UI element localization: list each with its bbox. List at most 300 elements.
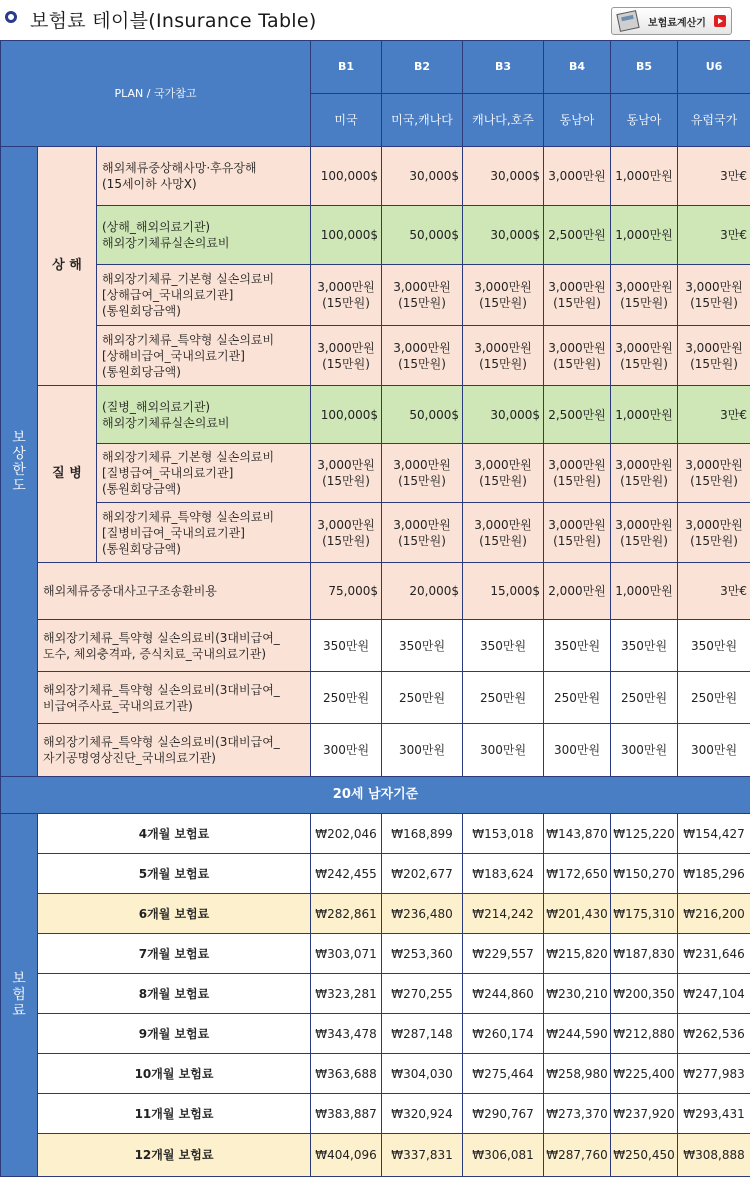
premium-value-cell [311, 894, 382, 934]
coverage-value-cell [311, 206, 382, 265]
coverage-value: 100,000$ [320, 228, 379, 242]
premium-value: ₩201,430 [546, 906, 608, 921]
premium-value: ₩202,677 [391, 866, 453, 881]
premium-row [1, 1134, 750, 1177]
coverage-item-label [38, 620, 311, 672]
coverage-value-cell [311, 672, 382, 724]
premium-row [1, 1014, 750, 1054]
coverage-value-cell [611, 147, 678, 206]
coverage-label-line: (통원회당금액) [102, 541, 181, 556]
premium-row [1, 974, 750, 1014]
premium-value: ₩185,296 [683, 866, 745, 881]
plan-country-cell [678, 94, 750, 147]
premium-value: ₩287,148 [391, 1026, 453, 1041]
premium-value-cell [544, 854, 611, 894]
coverage-value-cell [311, 724, 382, 777]
coverage-value-line: (15만원) [620, 533, 668, 548]
premium-value-cell [311, 854, 382, 894]
premium-value: ₩343,478 [315, 1026, 377, 1041]
coverage-value: 300만원 [553, 743, 601, 757]
coverage-value: 75,000$ [328, 584, 379, 598]
insurance-calculator-button[interactable] [611, 7, 732, 35]
premium-value: ₩404,096 [315, 1148, 377, 1162]
coverage-value-line: 3,000만원 [393, 280, 451, 294]
premium-value: ₩175,310 [613, 906, 675, 921]
premium-value-cell [463, 854, 544, 894]
coverage-row [1, 563, 750, 620]
premium-value: ₩154,427 [683, 826, 745, 841]
coverage-limit-side-label [1, 147, 38, 777]
coverage-value-line: 3,000만원 [615, 517, 673, 532]
premium-value-cell [678, 934, 750, 974]
coverage-value-line: (15만원) [553, 296, 601, 310]
coverage-value-cell [544, 265, 611, 326]
premium-period-label [38, 934, 311, 974]
coverage-value: 1,000만원 [615, 407, 673, 422]
premium-value-cell [678, 814, 750, 854]
coverage-value-line: (15만원) [479, 474, 527, 488]
premium-period-label [38, 1134, 311, 1177]
premium-period-text: 11개월 보험료 [134, 1106, 214, 1121]
play-icon [714, 15, 726, 27]
coverage-value: 3만€ [720, 169, 748, 183]
coverage-value-line: (15만원) [620, 296, 668, 310]
premium-period-text: 10개월 보험료 [134, 1066, 214, 1081]
premium-value-cell [463, 1134, 544, 1177]
premium-value-cell [611, 854, 678, 894]
premium-value: ₩215,820 [546, 946, 608, 961]
premium-value: ₩225,400 [613, 1066, 675, 1081]
injury-label: 상 해 [52, 258, 82, 273]
plan-code-u6 [678, 41, 750, 94]
side-label-char: 료 [12, 1003, 26, 1019]
premium-value-cell [463, 1094, 544, 1134]
circle-bullet-icon [5, 11, 17, 23]
coverage-value-line: 3,000만원 [685, 517, 743, 532]
premium-value-cell [678, 974, 750, 1014]
premium-value: ₩337,831 [391, 1148, 453, 1162]
premium-value-cell [382, 1134, 463, 1177]
premium-value: ₩242,455 [315, 866, 377, 881]
coverage-value-line: (15만원) [322, 533, 370, 548]
coverage-value-cell [382, 620, 463, 672]
coverage-value-cell [544, 444, 611, 503]
coverage-value-line: 3,000만원 [548, 458, 606, 472]
coverage-value-line: 3,000만원 [317, 280, 375, 294]
plan-code-b5 [611, 41, 678, 94]
coverage-value: 350만원 [553, 638, 601, 653]
coverage-label-line: 자기공명영상진단_국내의료기관) [43, 751, 216, 765]
coverage-value-cell [382, 444, 463, 503]
coverage-value-cell [678, 563, 750, 620]
coverage-label-line: 해외장기체류실손의료비 [102, 236, 230, 250]
premium-value: ₩183,624 [472, 866, 534, 881]
premium-value-cell [463, 1054, 544, 1094]
coverage-row [1, 503, 750, 563]
premium-value-cell [611, 1014, 678, 1054]
coverage-value-cell [382, 326, 463, 386]
side-label-char: 도 [12, 477, 26, 494]
coverage-label-line: [질병비급여_국내의료기관] [102, 525, 245, 540]
coverage-value: 250만원 [479, 690, 527, 705]
plan-code-label: B4 [568, 60, 586, 73]
coverage-value: 50,000$ [409, 407, 460, 422]
coverage-label-line: (통원회당금액) [102, 482, 181, 496]
premium-banner-row [1, 777, 750, 814]
premium-value-cell [311, 1134, 382, 1177]
coverage-value-cell [544, 620, 611, 672]
coverage-value: 300만원 [322, 743, 370, 757]
premium-value-cell [611, 1054, 678, 1094]
coverage-value-cell [544, 206, 611, 265]
plan-code-b1 [311, 41, 382, 94]
page-header [0, 0, 750, 40]
coverage-row [1, 326, 750, 386]
premium-value: ₩200,350 [613, 986, 675, 1001]
coverage-value-line: (15만원) [553, 474, 601, 488]
premium-value: ₩125,220 [613, 826, 675, 841]
injury-section-label [38, 147, 97, 386]
plan-header-cell [1, 41, 311, 147]
coverage-value: 350만원 [398, 638, 446, 653]
coverage-value-cell [611, 672, 678, 724]
coverage-value-cell [382, 563, 463, 620]
plan-country-label: 동남아 [626, 113, 662, 127]
premium-value-cell [678, 1014, 750, 1054]
coverage-value-cell [678, 326, 750, 386]
coverage-label-line: [상해급여_국내의료기관] [102, 288, 234, 302]
plan-code-label: B5 [635, 60, 653, 73]
coverage-value: 3만€ [720, 228, 748, 242]
premium-value: ₩270,255 [391, 986, 453, 1001]
coverage-value-cell [678, 147, 750, 206]
coverage-item-label [38, 672, 311, 724]
premium-value-cell [678, 1054, 750, 1094]
premium-period-text: 5개월 보험료 [138, 866, 210, 881]
coverage-value-line: (15만원) [620, 474, 668, 488]
premium-value-cell [678, 854, 750, 894]
coverage-value: 1,000만원 [615, 169, 673, 183]
coverage-value-line: (15만원) [690, 533, 738, 548]
plan-country-label: 미국 [334, 113, 358, 127]
premium-value-cell [463, 894, 544, 934]
coverage-value-line: (15만원) [690, 474, 738, 488]
premium-row [1, 894, 750, 934]
premium-period-label [38, 854, 311, 894]
coverage-value: 300만원 [479, 743, 527, 757]
premium-value: ₩308,888 [683, 1148, 745, 1162]
coverage-label-line: 해외장기체류_특약형 실손의료비(3대비급여_ [43, 682, 280, 697]
coverage-label-line: 해외장기체류_특약형 실손의료비 [102, 509, 275, 524]
coverage-value: 350만원 [322, 638, 370, 653]
premium-period-text: 4개월 보험료 [138, 826, 210, 841]
premium-value-cell [311, 1054, 382, 1094]
premium-period-label [38, 894, 311, 934]
coverage-value-cell [678, 620, 750, 672]
coverage-value-cell [382, 265, 463, 326]
coverage-value-cell [463, 326, 544, 386]
premium-value: ₩306,081 [472, 1148, 534, 1162]
premium-value: ₩244,860 [472, 986, 534, 1001]
plan-code-label: B2 [413, 60, 431, 73]
premium-value: ₩273,370 [546, 1106, 608, 1121]
premium-period-label [38, 1014, 311, 1054]
coverage-value-cell [463, 265, 544, 326]
coverage-value-line: (15만원) [322, 356, 370, 371]
premium-period-text: 7개월 보험료 [138, 946, 210, 961]
premium-period-label [38, 814, 311, 854]
side-label-char: 상 [12, 445, 26, 462]
premium-basis-label: 20세 남자기준 [332, 787, 419, 802]
coverage-value-line: 3,000만원 [615, 280, 673, 294]
coverage-value-cell [463, 563, 544, 620]
coverage-value-line: (15만원) [322, 474, 370, 488]
premium-value: ₩236,480 [391, 906, 453, 921]
plan-code-label: B3 [494, 60, 512, 73]
premium-period-text: 12개월 보험료 [134, 1148, 214, 1162]
side-label-char: 보 [12, 429, 26, 446]
coverage-value-line: 3,000만원 [548, 517, 606, 532]
coverage-label-line: 해외체류중상해사망·후유장해 [102, 161, 257, 175]
coverage-value-line: 3,000만원 [474, 517, 532, 532]
premium-value: ₩229,557 [472, 946, 534, 961]
coverage-value: 250만원 [690, 690, 738, 705]
illness-section-label [38, 386, 97, 563]
coverage-value-line: 3,000만원 [685, 280, 743, 294]
premium-value-cell [382, 894, 463, 934]
premium-period-label [38, 1054, 311, 1094]
coverage-value-line: 3,000만원 [548, 340, 606, 355]
premium-value-cell [463, 1014, 544, 1054]
premium-value-cell [311, 1014, 382, 1054]
premium-value: ₩250,450 [613, 1148, 675, 1162]
coverage-value: 20,000$ [409, 584, 460, 598]
coverage-row [1, 206, 750, 265]
premium-value: ₩143,870 [546, 826, 608, 841]
premium-value-cell [544, 894, 611, 934]
coverage-value-line: 3,000만원 [317, 340, 375, 355]
coverage-value-cell [311, 326, 382, 386]
premium-value: ₩244,590 [546, 1026, 608, 1041]
premium-value-cell [544, 814, 611, 854]
premium-value: ₩303,071 [315, 946, 377, 961]
premium-value: ₩260,174 [472, 1026, 534, 1041]
plan-code-row [1, 41, 750, 94]
premium-value: ₩320,924 [391, 1106, 453, 1121]
coverage-value-cell [463, 444, 544, 503]
premium-value: ₩363,688 [315, 1066, 377, 1081]
coverage-value-cell [611, 444, 678, 503]
premium-value: ₩323,281 [315, 986, 377, 1001]
coverage-label-line: (질병_해외의료기관) [102, 399, 211, 414]
premium-value-cell [678, 894, 750, 934]
coverage-value-line: 3,000만원 [474, 458, 532, 472]
premium-value: ₩290,767 [472, 1106, 534, 1121]
coverage-value: 2,500만원 [548, 228, 606, 242]
coverage-label-line: (상해_해외의료기관) [102, 220, 211, 234]
plan-country-label: 유럽국가 [690, 113, 738, 127]
coverage-row [1, 620, 750, 672]
coverage-label-line: 해외장기체류실손의료비 [102, 415, 230, 430]
coverage-value-line: (15만원) [553, 356, 601, 371]
premium-value-cell [611, 974, 678, 1014]
plan-country-cell [544, 94, 611, 147]
premium-value: ₩231,646 [683, 946, 745, 961]
plan-country-cell [463, 94, 544, 147]
plan-country-cell [311, 94, 382, 147]
premium-value-cell [311, 814, 382, 854]
calculator-icon [616, 10, 639, 32]
coverage-value-cell [678, 503, 750, 563]
premium-value: ₩258,980 [546, 1066, 608, 1081]
coverage-value-cell [544, 672, 611, 724]
coverage-value-cell [311, 563, 382, 620]
coverage-value-line: 3,000만원 [474, 280, 532, 294]
coverage-value-cell [678, 672, 750, 724]
coverage-item-label [97, 265, 311, 326]
premium-row [1, 1054, 750, 1094]
coverage-value: 350만원 [479, 638, 527, 653]
plan-header-label: PLAN / 국가참고 [114, 86, 197, 100]
coverage-value-line: 3,000만원 [685, 458, 743, 472]
coverage-item-label [38, 563, 311, 620]
premium-value: ₩282,861 [315, 906, 377, 921]
coverage-item-label [97, 503, 311, 563]
coverage-label-line: 해외장기체류_특약형 실손의료비(3대비급여_ [43, 735, 280, 749]
premium-value: ₩287,760 [546, 1148, 608, 1162]
coverage-label-line: 해외장기체류_기본형 실손의료비 [102, 272, 275, 286]
coverage-value-cell [611, 724, 678, 777]
premium-value-cell [611, 1134, 678, 1177]
coverage-value-cell [463, 206, 544, 265]
coverage-value-line: (15만원) [690, 356, 738, 371]
premium-value-cell [311, 1094, 382, 1134]
premium-period-text: 6개월 보험료 [138, 906, 210, 921]
coverage-label-line: [상해비급여_국내의료기관] [102, 348, 245, 363]
premium-value-cell [382, 854, 463, 894]
coverage-value-cell [382, 503, 463, 563]
coverage-value-cell [311, 147, 382, 206]
coverage-value-cell [382, 147, 463, 206]
coverage-value-cell [611, 503, 678, 563]
coverage-value-cell [544, 503, 611, 563]
coverage-value-line: (15만원) [479, 356, 527, 371]
plan-country-cell [382, 94, 463, 147]
coverage-value-cell [611, 326, 678, 386]
premium-value: ₩230,210 [546, 986, 608, 1001]
premium-value-cell [463, 814, 544, 854]
coverage-value: 250만원 [398, 690, 446, 705]
coverage-value: 300만원 [398, 743, 446, 757]
premium-value: ₩168,899 [391, 826, 453, 841]
coverage-value-cell [463, 147, 544, 206]
coverage-label-line: (통원회당금액) [102, 304, 181, 318]
coverage-value: 30,000$ [490, 228, 541, 242]
coverage-label-line: (통원회당금액) [102, 364, 181, 379]
premium-row [1, 814, 750, 854]
coverage-value: 30,000$ [409, 169, 460, 183]
plan-code-label: B1 [337, 60, 355, 73]
premium-value-cell [544, 1054, 611, 1094]
coverage-label-line: (15세이하 사망X) [102, 177, 197, 191]
coverage-value: 3만€ [720, 584, 748, 598]
premium-side-label [1, 814, 38, 1177]
plan-code-b4 [544, 41, 611, 94]
premium-value: ₩253,360 [391, 946, 453, 961]
coverage-value-line: 3,000만원 [393, 458, 451, 472]
coverage-value: 1,000만원 [615, 584, 673, 598]
coverage-label-line: 비급여주사료_국내의료기관) [43, 698, 193, 713]
coverage-value-cell [311, 503, 382, 563]
coverage-value: 350만원 [620, 638, 668, 653]
premium-value-cell [311, 934, 382, 974]
premium-value: ₩383,887 [315, 1106, 377, 1121]
coverage-item-label [97, 444, 311, 503]
coverage-value: 250만원 [553, 690, 601, 705]
coverage-value-cell [311, 265, 382, 326]
premium-value-cell [544, 934, 611, 974]
coverage-label-line: 도수, 체외충격파, 증식치료_국내의료기관) [43, 646, 267, 661]
coverage-value-cell [678, 265, 750, 326]
coverage-value-line: (15만원) [398, 474, 446, 488]
coverage-value-cell [544, 147, 611, 206]
premium-basis-banner [1, 777, 750, 814]
coverage-value-cell [544, 563, 611, 620]
coverage-value: 30,000$ [490, 169, 541, 183]
coverage-value: 15,000$ [490, 584, 541, 598]
coverage-row [1, 386, 750, 444]
premium-value: ₩150,270 [613, 866, 675, 881]
coverage-value-line: 3,000만원 [317, 517, 375, 532]
premium-value-cell [611, 814, 678, 854]
premium-value: ₩153,018 [472, 826, 534, 841]
premium-value-cell [544, 1014, 611, 1054]
coverage-value-line: (15만원) [398, 296, 446, 310]
coverage-value: 1,000만원 [615, 228, 673, 242]
coverage-label-line: 해외장기체류_특약형 실손의료비 [102, 332, 275, 347]
premium-value: ₩214,242 [472, 906, 534, 921]
premium-value-cell [611, 1094, 678, 1134]
premium-value-cell [382, 1014, 463, 1054]
coverage-value-cell [611, 206, 678, 265]
premium-value-cell [382, 814, 463, 854]
coverage-value-cell [611, 563, 678, 620]
side-label-char: 한 [12, 461, 26, 478]
premium-value-cell [544, 974, 611, 1014]
premium-value: ₩187,830 [613, 946, 675, 961]
coverage-value-cell [611, 620, 678, 672]
coverage-value-line: 3,000만원 [317, 458, 375, 472]
premium-value-cell [678, 1094, 750, 1134]
premium-value-cell [311, 974, 382, 1014]
coverage-value-line: 3,000만원 [615, 458, 673, 472]
coverage-value-cell [544, 724, 611, 777]
coverage-value-cell [463, 620, 544, 672]
coverage-value-cell [311, 386, 382, 444]
coverage-value-cell [463, 503, 544, 563]
coverage-item-label [97, 147, 311, 206]
plan-code-b2 [382, 41, 463, 94]
coverage-value: 2,000만원 [548, 584, 606, 598]
coverage-value-line: 3,000만원 [685, 340, 743, 355]
coverage-label-line: 해외체류중중대사고구조송환비용 [43, 584, 217, 598]
coverage-value-cell [382, 724, 463, 777]
coverage-value: 3만€ [720, 407, 748, 422]
premium-row [1, 854, 750, 894]
coverage-value: 3,000만원 [548, 169, 606, 183]
coverage-value-cell [311, 620, 382, 672]
side-label-char: 험 [12, 987, 26, 1003]
